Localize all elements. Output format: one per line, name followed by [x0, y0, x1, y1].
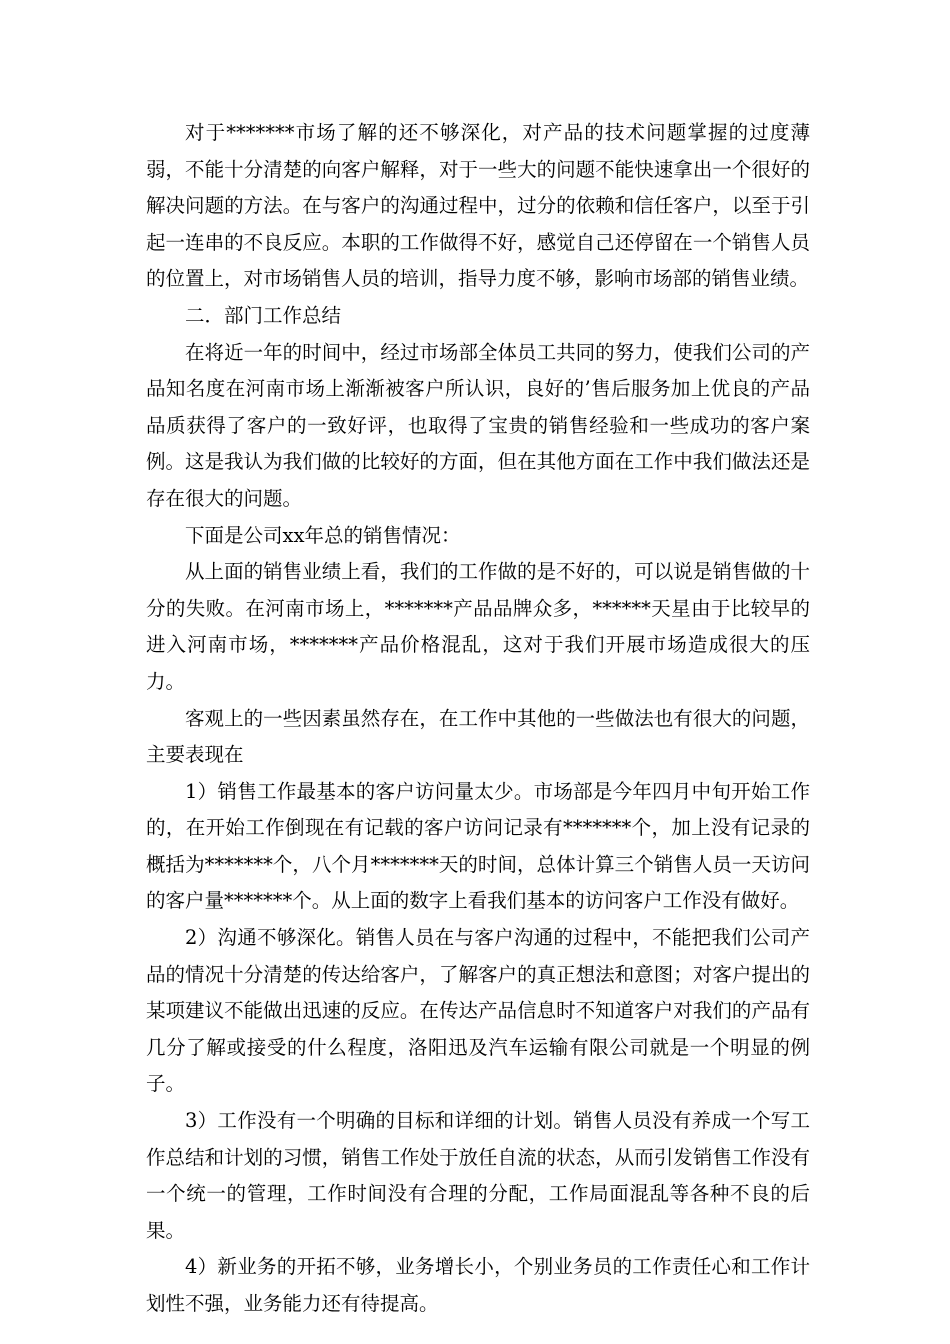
paragraph-sales-performance: 从上面的销售业绩上看，我们的工作做的是不好的，可以说是销售做的十分的失败。在河南市场上，*******产品品牌众多，******天星由于比较早的进入河南市场，*******产品价格混乱，这对于我们开展市场造成很大的压力。 — [146, 560, 810, 693]
paragraph-market-understanding: 对于*******市场了解的还不够深化，对产品的技术问题掌握的过度薄弱，不能十分清楚的向客户解释，对于一些大的问题不能快速拿出一个很好的解决问题的方法。在与客户的沟通过程中，过分的依赖和信任客户，以至于引起一连串的不良反应。本职的工作做得不好，感觉自己还停留在一个销售人员的位置上，对市场销售人员的培训，指导力度不够，影响市场部的销售业绩。 — [146, 121, 810, 291]
paragraph-sales-intro: 下面是公司xx年总的销售情况： — [185, 523, 461, 547]
list-item-3-planning: 3）工作没有一个明确的目标和详细的计划。销售人员没有养成一个写工作总结和计划的习惯，销售工作处于放任自流的状态，从而引发销售工作没有一个统一的管理，工作时间没有合理的分配，工作局面混乱等各种不良的后果。 — [146, 1109, 810, 1242]
list-item-4-new-business: 4）新业务的开拓不够，业务增长小，个别业务员的工作责任心和工作计划性不强，业务能力还有待提高。 — [146, 1255, 810, 1315]
document-body — [146, 115, 810, 1323]
list-item-2-communication: 2）沟通不够深化。销售人员在与客户沟通的过程中，不能把我们公司产品的情况十分清楚的传达给客户，了解客户的真正想法和意图；对客户提出的某项建议不能做出迅速的反应。在传达产品信息时不知道客户对我们的产品有几分了解或接受的什么程度，洛阳迅及汽车运输有限公司就是一个明显的例子。 — [146, 926, 810, 1096]
list-item-1-visit-volume: 1）销售工作最基本的客户访问量太少。市场部是今年四月中旬开始工作的，在开始工作倒现在有记载的客户访问记录有*******个，加上没有记录的概括为*******个，八个月*******天的时间，总体计算三个销售人员一天访问的客户量*******个。从上面的数字上看我们基本的访问客户工作没有做好。 — [146, 779, 810, 913]
section-heading-department-summary: 二．部门工作总结 — [185, 303, 342, 327]
paragraph-objective-factors: 客观上的一些因素虽然存在，在工作中其他的一些做法也有很大的问题，主要表现在 — [146, 706, 810, 767]
paragraph-year-review: 在将近一年的时间中，经过市场部全体员工共同的努力，使我们公司的产品知名度在河南市场上渐渐被客户所认识，良好的’售后服务加上优良的产品品质获得了客户的一致好评，也取得了宝贵的销售经验和一些成功的客户案例。这是我认为我们做的比较好的方面，但在其他方面在工作中我们做法还是存在很大的问题。 — [146, 340, 810, 510]
